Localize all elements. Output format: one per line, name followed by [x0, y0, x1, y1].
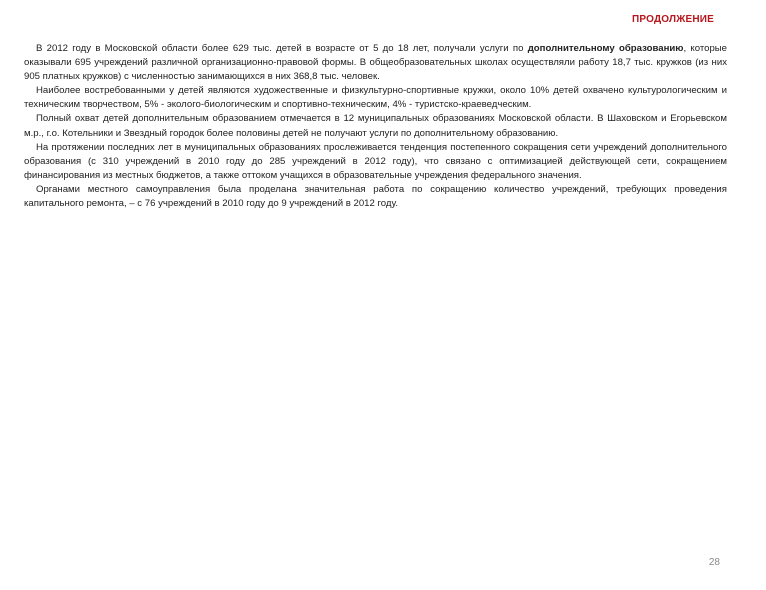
paragraph-2: Наиболее востребованными у детей являются художественные и физкультурно-спортивные кружки, около 10% детей охвачено культурологическим и техническим творчеством, 5% - эколого-биологическим и спортивно-техническим, 4% - туристско-краеведческим. [24, 85, 727, 111]
page-number: 28 [708, 557, 720, 568]
paragraph-1-text-end: , которые оказывали 695 учреждений различной организационно-правовой формы. В общеобразовательных школах осуществляли работу 18,7 тыс. кружков (из них 905 платных кружков) с численностью занимающихся в них 368,8 тыс. человек. [24, 43, 728, 83]
paragraph-1 [24, 42, 727, 84]
section-title: ПРОДОЛЖЕНИЕ [631, 14, 714, 25]
paragraph-1-bold-term: дополнительному образованию [527, 43, 684, 54]
paragraph-4: На протяжении последних лет в муниципальных образованиях прослеживается тенденция постепенного сокращения сети учреждений дополнительного образования (с 310 учреждений в 2010 году до 285 учреждений в 2012 году), что связано с оптимизацией действующей сети, сокращением финансирования из местных бюджетов, а также оттоком учащихся в образовательные учреждения федерального значения. [24, 141, 727, 181]
paragraph-3: Полный охват детей дополнительным образованием отмечается в 12 муниципальных образованиях Московской области. В Шаховском и Егорьевском м.р., г.о. Котельники и Звездный городок более половины детей не получают услуги по дополнительному образованию. [24, 113, 727, 139]
paragraph-1-text-start: В 2012 году в Московской области более 629 тыс. детей в возрасте от 5 до 18 лет, получали услуги по [36, 43, 528, 54]
document-body [24, 42, 727, 211]
paragraph-5: Органами местного самоуправления была проделана значительная работа по сокращению количество учреждений, требующих проведения капитального ремонта, – с 76 учреждений в 2010 году до 9 учреждений в 2012 году. [24, 183, 727, 210]
